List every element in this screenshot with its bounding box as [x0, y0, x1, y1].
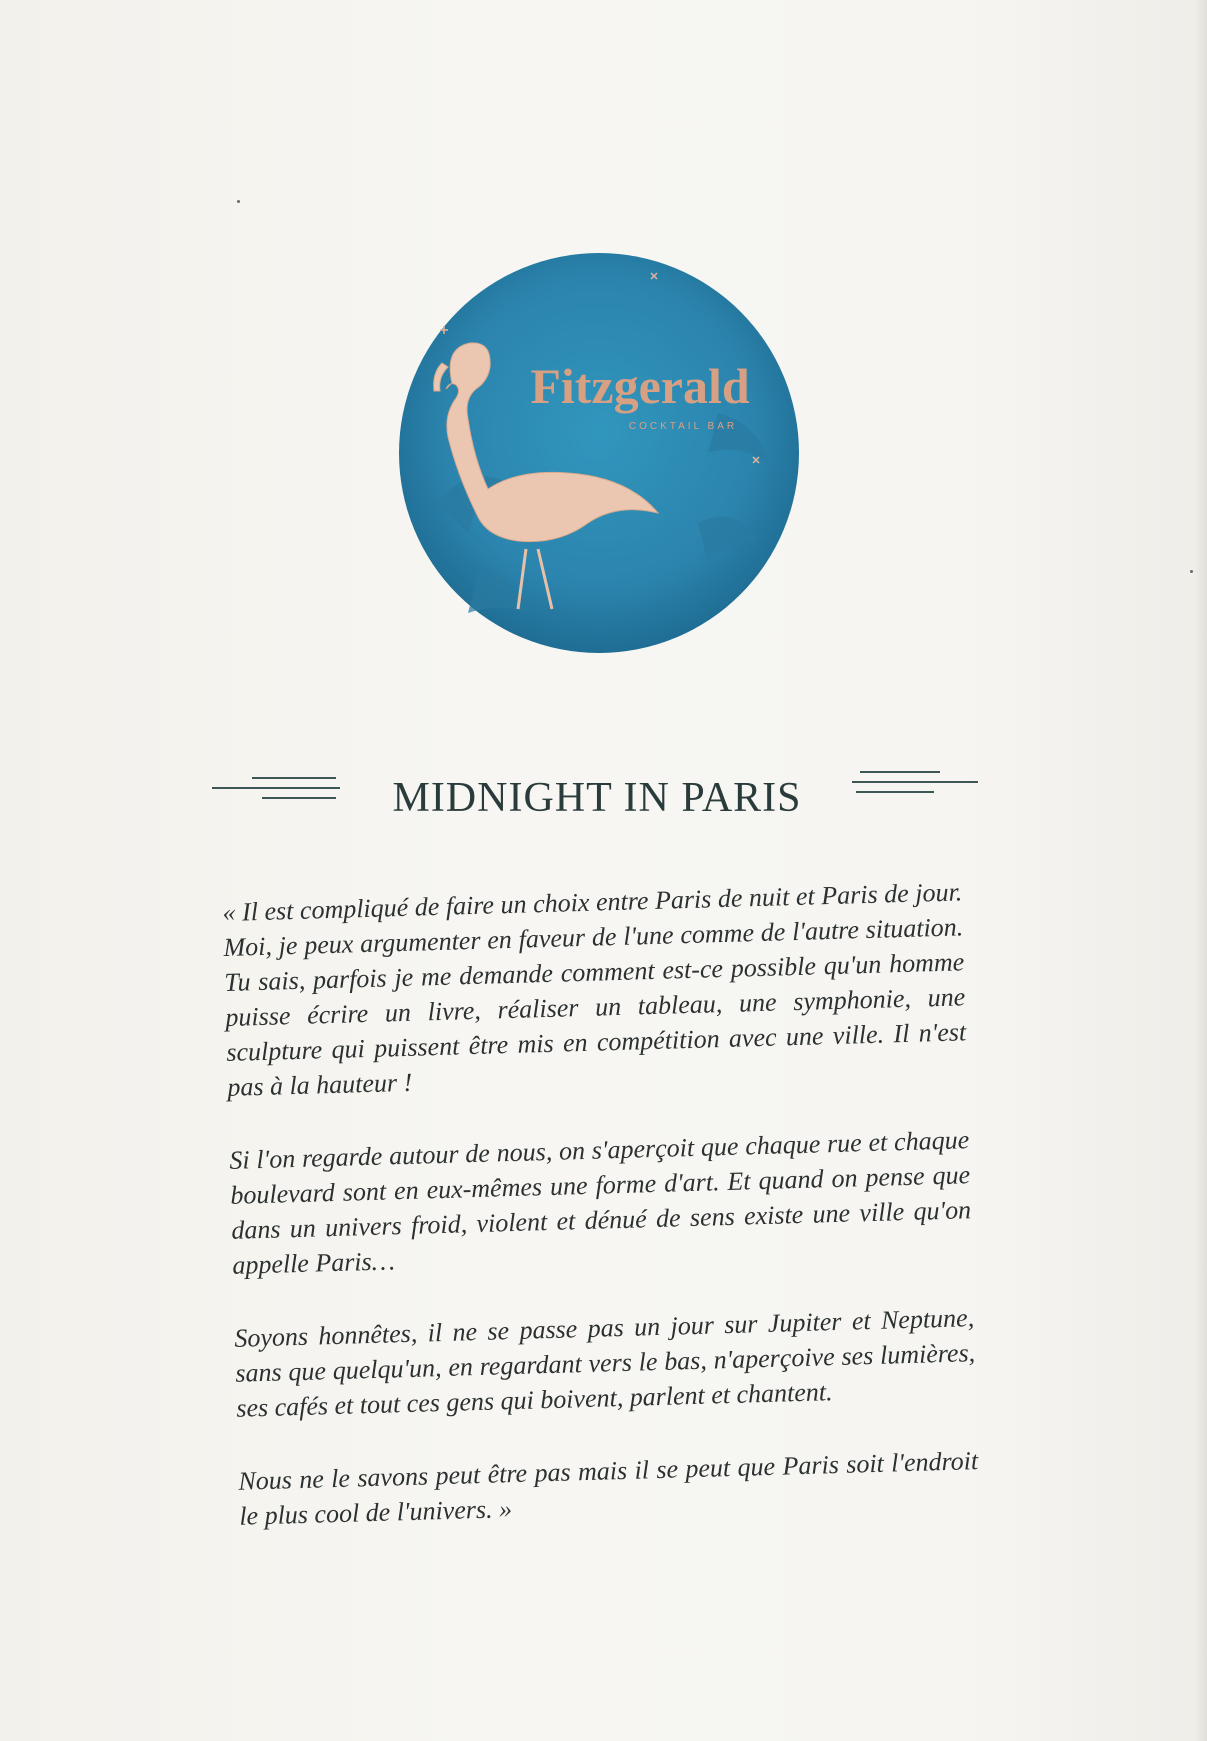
svg-text:Fitzgerald: Fitzgerald: [530, 358, 750, 414]
paper-speck: [237, 200, 240, 203]
section-title: MIDNIGHT IN PARIS: [392, 775, 802, 821]
svg-text:COCKTAIL BAR: COCKTAIL BAR: [628, 421, 738, 432]
section-header: [212, 762, 982, 832]
quote-body: [222, 874, 981, 1571]
right-decorative-rule: [848, 756, 978, 816]
quote-paragraph: Soyons honnêtes, il ne se passe pas un jour sur Jupiter et Neptune, sans que quelqu'un, en regardant vers le bas, n'aperçoive ses lumières, ses cafés et tout ces gens qui boivent, parlent et chantent.: [233, 1303, 976, 1423]
fitzgerald-logo: [398, 243, 800, 663]
quote-paragraph: Nous ne le savons peut être pas mais il se peut que Paris soit l'endroit le plus cool de l'univers. »: [237, 1446, 979, 1531]
page-edge-shadow: [1195, 0, 1207, 1741]
paper-speck: [1190, 570, 1193, 573]
quote-paragraph: « Il est compliqué de faire un choix entre Paris de nuit et Paris de jour. Moi, je peux argumenter en faveur de l'une comme de l'autre situation. Tu sais, parfois je me demande comment est-ce possible qu'un homme puisse écrire un livre, réaliser un tableau, une symphonie, une sculpture qui puissent être mis en compétition avec une ville. Il n'est pas à la hauteur !: [222, 877, 967, 1102]
quote-paragraph: Si l'on regarde autour de nous, on s'aperçoit que chaque rue et chaque boulevard sont en eux-mêmes une forme d'art. Et quand on pense que dans un univers froid, violent et dénué de sens existe une ville qu'on appelle Paris…: [229, 1125, 972, 1280]
